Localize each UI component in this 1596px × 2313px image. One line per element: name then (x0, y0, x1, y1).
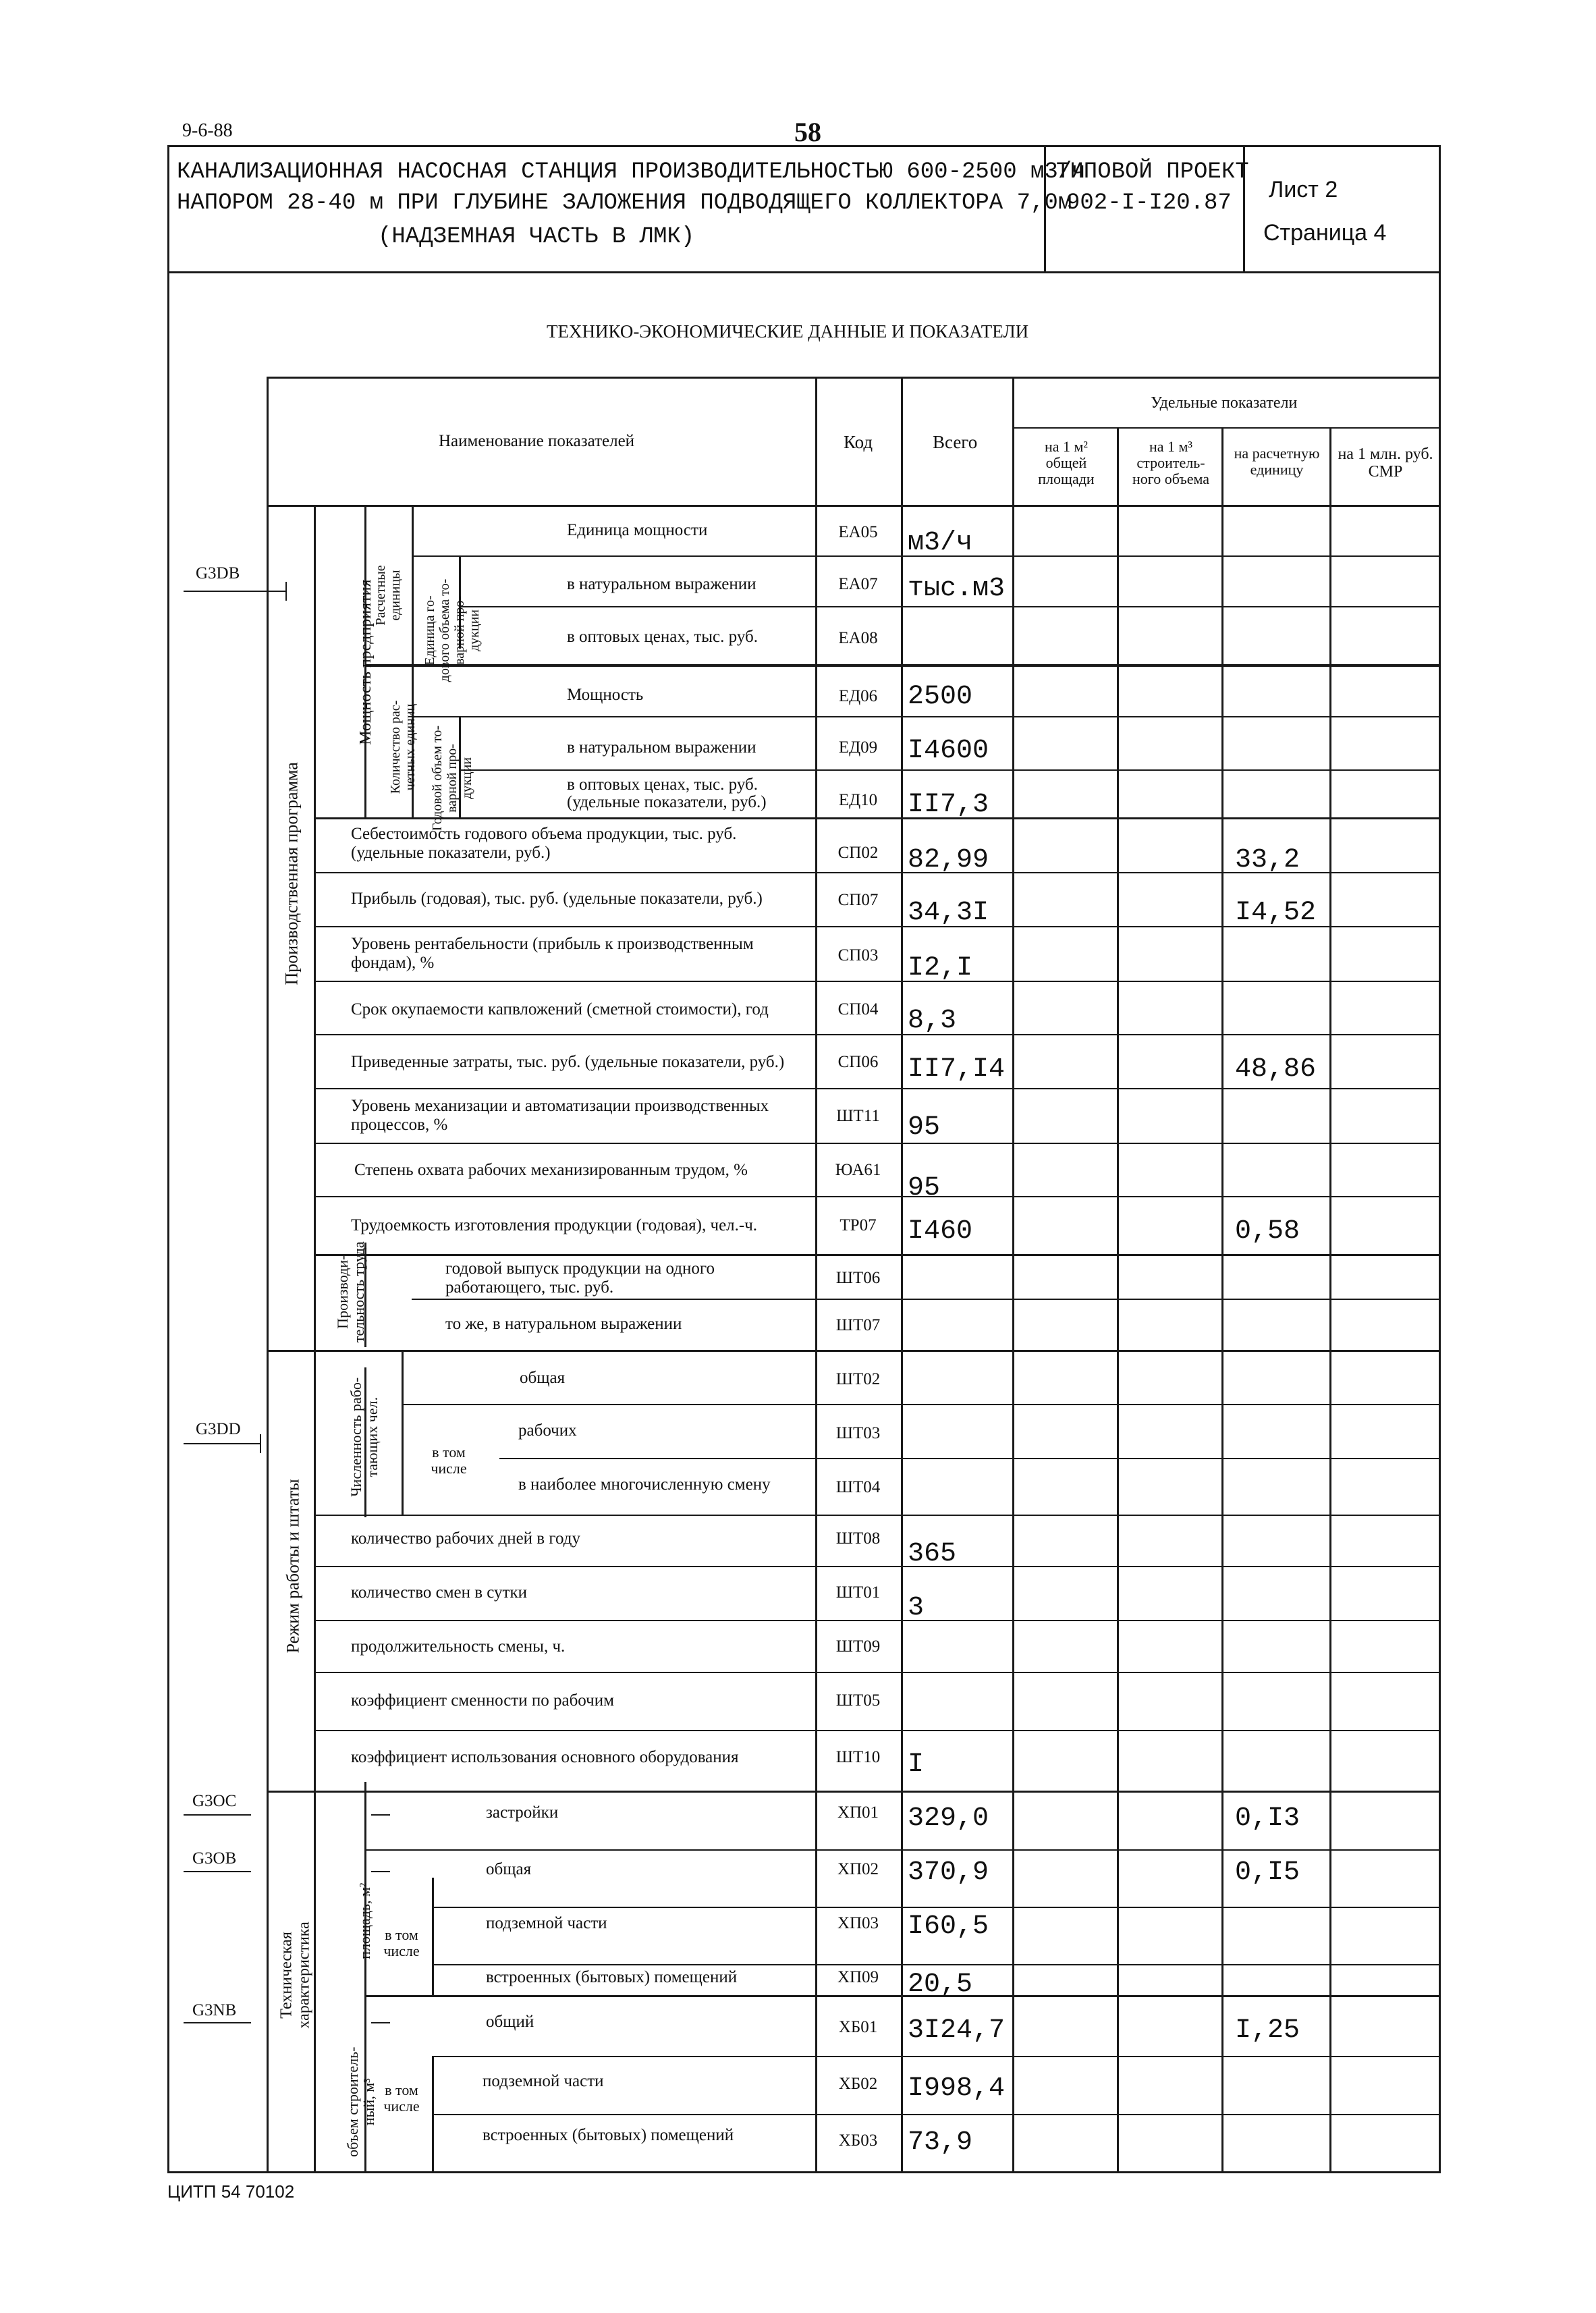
row-label-17: рабочих (518, 1421, 577, 1440)
row-total-13: I460 (908, 1216, 973, 1247)
marker-g3ob: G3OB (192, 1849, 237, 1868)
row-total-29: I998,4 (908, 2073, 1006, 2104)
row-unit-24: 0,I3 (1235, 1803, 1300, 1834)
row-code-2: ЕА08 (838, 629, 878, 647)
row-total-6: 82,99 (908, 845, 989, 875)
row-label-23: коэффициент использования основного оборудования (351, 1748, 739, 1766)
project-label: ТИПОВОЙ ПРОЕКТ (1056, 159, 1249, 185)
row-code-14: ШТ06 (835, 1269, 881, 1287)
row-label-21: продолжительность смены, ч. (351, 1637, 566, 1656)
row-label-2: в оптовых ценах, тыс. руб. (567, 628, 758, 646)
row-label-25: общая (486, 1860, 532, 1878)
group-calc-units-qty: Количество рас-четных единиц (388, 700, 418, 794)
row-total-24: 329,0 (908, 1803, 989, 1834)
row-label-11: Уровень механизации и автоматизации производственных процессов, % (351, 1097, 769, 1134)
row-code-0: ЕА05 (838, 523, 878, 541)
row-code-10: СП06 (837, 1053, 879, 1071)
title-line-1: КАНАЛИЗАЦИОННАЯ НАСОСНАЯ СТАНЦИЯ ПРОИЗВОДИТЕЛЬНОСТЬЮ 600-2500 м3/ч (177, 159, 1086, 185)
row-label-13: Трудоемкость изготовления продукции (годовая), чел.-ч. (351, 1216, 758, 1234)
row-code-5: ЕД10 (838, 791, 878, 809)
group-volume: объем строитель-ный, м³ (343, 2046, 377, 2157)
row-label-24: застройки (486, 1803, 559, 1822)
group-calc-units: Расчетные единицы (373, 565, 403, 626)
row-label-6: Себестоимость годового объема продукции, тыс. руб. (удельные показатели, руб.) (351, 825, 737, 862)
row-label-3: Мощность (567, 686, 644, 704)
row-code-28: ХБ01 (838, 2018, 878, 2036)
group-tech-char: Техническая характеристика (277, 1922, 313, 2029)
row-total-11: 95 (908, 1112, 941, 1143)
group-annual-volume: Годовой объем то-варной про-дукции (430, 725, 474, 832)
col-header-name: Наименование показателей (439, 432, 635, 450)
row-code-23: ШТ10 (835, 1748, 881, 1766)
row-code-25: ХП02 (837, 1860, 879, 1878)
col-header-per-m3: на 1 м³ строитель-ного объема (1132, 438, 1210, 488)
table-caption: ТЕХНИКО-ЭКОНОМИЧЕСКИЕ ДАННЫЕ И ПОКАЗАТЕЛИ (547, 321, 1029, 342)
row-total-12: 95 (908, 1173, 941, 1203)
row-unit-7: I4,52 (1235, 898, 1317, 928)
row-total-27: 20,5 (908, 1969, 973, 2000)
col-header-per-smr: на 1 млн. руб. СМР (1338, 445, 1433, 481)
col-header-total: Всего (933, 432, 978, 452)
row-code-24: ХП01 (837, 1803, 879, 1822)
marker-g3db: G3DB (196, 564, 240, 582)
row-total-8: I2,I (908, 953, 973, 983)
row-label-9: Срок окупаемости капвложений (сметной стоимости), год (351, 1000, 769, 1018)
row-total-26: I60,5 (908, 1911, 989, 1942)
row-code-13: ТР07 (840, 1216, 877, 1234)
row-label-7: Прибыль (годовая), тыс. руб. (удельные показатели, руб.) (351, 890, 763, 908)
row-unit-10: 48,86 (1235, 1054, 1317, 1085)
group-labor-productivity: Производи-тельность труда (333, 1241, 367, 1343)
row-total-0: м3/ч (908, 528, 973, 558)
row-label-5: в оптовых ценах, тыс. руб. (удельные показатели, руб.) (567, 775, 767, 812)
row-label-15: то же, в натуральном выражении (445, 1315, 682, 1333)
print-mark: ЦИТП 54 70102 (167, 2181, 295, 2202)
row-total-23: I (908, 1749, 925, 1780)
row-code-1: ЕА07 (838, 575, 878, 593)
row-total-5: II7,3 (908, 790, 989, 820)
row-code-8: СП03 (837, 946, 879, 964)
row-total-25: 370,9 (908, 1857, 989, 1888)
title-line-2: НАПОРОМ 28-40 м ПРИ ГЛУБИНЕ ЗАЛОЖЕНИЯ ПОДВОДЯЩЕГО КОЛЛЕКТОРА 7,0м (177, 190, 1072, 216)
col-header-code: Код (844, 432, 873, 452)
row-label-0: Единица мощности (567, 521, 708, 539)
row-total-3: 2500 (908, 682, 973, 712)
row-total-1: тыс.м3 (908, 574, 1006, 604)
row-code-22: ШТ05 (835, 1691, 881, 1710)
row-total-19: 365 (908, 1539, 957, 1569)
sheet-label: Лист 2 (1269, 177, 1338, 202)
row-code-20: ШТ01 (835, 1583, 881, 1602)
row-code-30: ХБ03 (838, 2131, 878, 2150)
marker-g3nb: G3NB (192, 2001, 237, 2019)
row-code-3: ЕД06 (838, 687, 878, 705)
row-label-14: годовой выпуск продукции на одного работающего, тыс. руб. (445, 1259, 715, 1297)
label-including-area: в том числе (383, 1926, 420, 1960)
label-including-volume: в том числе (383, 2081, 420, 2115)
row-code-17: ШТ03 (835, 1424, 881, 1442)
row-code-7: СП07 (837, 891, 879, 909)
row-label-16: общая (520, 1369, 566, 1387)
row-total-9: 8,3 (908, 1006, 957, 1036)
group-enterprise-capacity: Мощность предприятия (356, 579, 375, 745)
row-label-20: количество смен в сутки (351, 1583, 528, 1602)
row-total-10: II7,I4 (908, 1054, 1006, 1085)
row-code-27: ХП09 (837, 1968, 879, 1986)
group-area: площадь, м² (356, 1882, 373, 1959)
row-total-4: I4600 (908, 736, 989, 766)
col-header-per-unit: на расчетную единицу (1234, 445, 1320, 479)
row-code-15: ШТ07 (835, 1316, 881, 1334)
row-label-27: встроенных (бытовых) помещений (486, 1968, 738, 1986)
row-code-18: ШТ04 (835, 1478, 881, 1496)
row-code-6: СП02 (837, 844, 879, 862)
row-label-26: подземной части (486, 1914, 607, 1932)
row-label-22: коэффициент сменности по рабочим (351, 1691, 614, 1710)
row-total-30: 73,9 (908, 2127, 973, 2158)
row-label-30: встроенных (бытовых) помещений (483, 2126, 734, 2144)
row-code-11: ШТ11 (836, 1107, 880, 1125)
project-number: 902-I-I20.87 (1066, 190, 1232, 216)
row-total-28: 3I24,7 (908, 2015, 1006, 2046)
row-unit-25: 0,I5 (1235, 1857, 1300, 1888)
row-total-20: 3 (908, 1593, 925, 1623)
label-including-staff: в том числе (431, 1444, 467, 1477)
row-label-19: количество рабочих дней в году (351, 1529, 580, 1548)
row-label-8: Уровень рентабельности (прибыль к производственным фондам), % (351, 935, 754, 972)
sheet-reference: 9-6-88 (182, 120, 233, 141)
row-label-29: подземной части (483, 2072, 604, 2090)
page-label: Страница 4 (1263, 220, 1387, 246)
row-label-4: в натуральном выражении (567, 738, 756, 757)
row-label-1: в натуральном выражении (567, 575, 756, 593)
row-code-19: ШТ08 (835, 1529, 881, 1548)
row-code-29: ХБ02 (838, 2075, 878, 2093)
row-unit-13: 0,58 (1235, 1216, 1300, 1247)
row-label-18: в наиболее многочисленную смену (518, 1475, 771, 1494)
group-staff-count: Численность рабо-тающих чел. (347, 1377, 381, 1497)
row-unit-28: I,25 (1235, 2015, 1300, 2046)
group-production-program: Производственная программа (281, 762, 302, 985)
row-code-21: ШТ09 (835, 1637, 881, 1656)
row-code-26: ХП03 (837, 1914, 879, 1932)
row-label-12: Степень охвата рабочих механизированным трудом, % (354, 1161, 748, 1179)
col-header-specific: Удельные показатели (1151, 394, 1298, 412)
page-number: 58 (794, 117, 821, 147)
row-unit-6: 33,2 (1235, 845, 1300, 875)
row-label-28: общий (486, 2013, 534, 2031)
title-line-3: (НАДЗЕМНАЯ ЧАСТЬ В ЛМК) (378, 224, 695, 250)
row-code-16: ШТ02 (835, 1370, 881, 1388)
marker-g3dd: G3DD (196, 1420, 241, 1438)
row-total-7: 34,3I (908, 898, 989, 928)
row-code-12: ЮА61 (835, 1161, 881, 1179)
col-header-per-m2: на 1 м² общей площади (1038, 438, 1095, 488)
group-annual-volume-unit: Единица го-дового объема то-варной про-дукции (422, 578, 482, 682)
row-code-9: СП04 (837, 1000, 879, 1018)
row-label-10: Приведенные затраты, тыс. руб. (удельные показатели, руб.) (351, 1053, 785, 1071)
row-code-4: ЕД09 (838, 738, 878, 757)
group-work-mode: Режим работы и штаты (283, 1479, 303, 1654)
marker-g3oc: G3OC (192, 1792, 237, 1810)
